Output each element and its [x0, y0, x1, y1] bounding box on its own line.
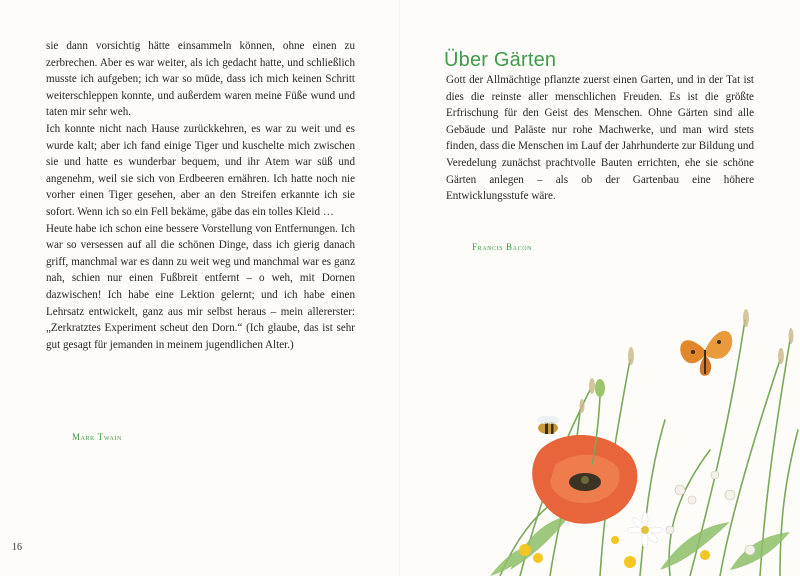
- paragraph: Heute habe ich schon eine bessere Vorstellung von Entfernungen. Ich war so versessen auf all die schönen Dinge, dass ich gierig danach griff, manchmal war es dann zu weit weg und manchmal war es ganz nah, schien nur einen Fußbreit entfernt – o weh, mit Dornen dazwischen! Ich habe eine Lektion gelernt; und ich habe einen Lehrsatz entwickelt, ganz aus mir selbst heraus – mein allererster: „Zerkratztes Experiment scheut den Dorn.“ (Ich glaube, das ist sehr gut gesagt für jemanden in meinem jugendlichen Alter.): [46, 222, 355, 351]
- right-page-text: [446, 72, 754, 205]
- paragraph: sie dann vorsichtig hätte einsammeln können, ohne einen zu zerbrechen. Aber es war weiter, als ich gedacht hatte, und schließlich musste ich aufgeben; ich war so müde, dass ich mich keinen Schritt weiterschleppen konnte, und außerdem waren meine Füße wund und taten mir sehr weh.: [46, 40, 355, 119]
- flower-illustration: [480, 300, 800, 576]
- bee-icon: [537, 416, 559, 434]
- butterfly-icon: [680, 331, 732, 376]
- paragraph: Gott der Allmächtige pflanzte zuerst einen Garten, und in der Tat ist dies die reinste aller menschlichen Freuden. Es ist die größte Erfrischung für den Geist des Menschen. Ohne Gärten sind alle Gebäude und Paläste nur rohe Machwerke, und man wird stets finden, dass die Menschen im Lauf der Jahrhunderte zur Bildung und Veredelung zunächst prachtvolle Bauten errichten, ehe sie schöne Gärten anlegen – als ob der Gartenbau eine höhere Entwicklungsstufe wäre.: [446, 74, 754, 203]
- page-title: Über Gärten: [444, 49, 557, 72]
- poppy-flower: [532, 435, 637, 524]
- author-credit: Francis Bacon: [472, 242, 533, 252]
- left-page-text: [46, 38, 355, 353]
- daisy: [627, 512, 663, 548]
- page-number: 16: [12, 542, 22, 553]
- author-credit: Mark Twain: [72, 432, 122, 442]
- paragraph: Ich konnte nicht nach Hause zurückkehren, es war zu weit und es wurde kalt; aber ich fand einige Tiger und kuschelte mich zwischen sie und hatte es wunderbar bequem, und ihr Atem war süß und angenehm, weil sie sich von Erdbeeren ernähren. Ich hatte noch nie vorher einen Tiger gesehen, aber an den Streifen erkannte ich sie sofort. Wenn ich so ein Fell bekäme, gäbe das ein tolles Kleid …: [46, 122, 355, 218]
